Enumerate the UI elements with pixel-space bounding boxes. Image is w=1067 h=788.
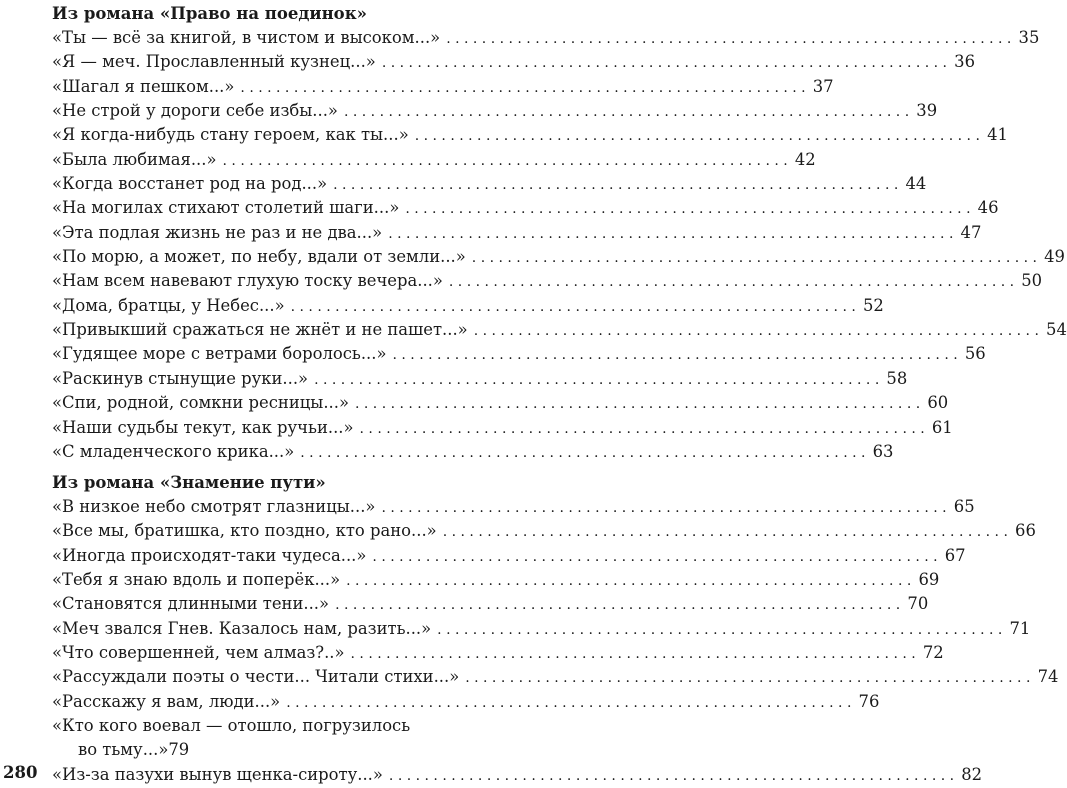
toc-entry (52, 269, 1043, 293)
toc-section-1 (52, 2, 1067, 464)
entry-page-number: 70 (907, 594, 929, 614)
leader-dots (446, 27, 1011, 51)
leader-dots (351, 642, 916, 666)
entry-page-number: 37 (812, 76, 834, 96)
entry-page-number: 63 (872, 441, 894, 461)
toc-entry (52, 519, 1036, 543)
toc-entry (52, 617, 1031, 641)
leader-dots (300, 441, 865, 465)
entry-page-number: 56 (964, 344, 986, 364)
leader-dots (333, 173, 898, 197)
toc-entry (52, 690, 880, 714)
entry-page-number: 35 (1018, 28, 1040, 47)
entry-title: «Наши судьбы текут, как ручьи...» (52, 417, 354, 437)
leader-dots (355, 392, 920, 416)
entry-page-number: 79 (168, 740, 190, 760)
toc-entry (52, 196, 999, 220)
entry-title: «Все мы, братишка, кто поздно, кто рано...» (52, 521, 437, 541)
toc-entry (52, 99, 938, 123)
entry-page-number: 76 (858, 691, 880, 711)
entry-title: «Раскинув стынущие руки...» (52, 368, 309, 388)
entry-page-number: 58 (886, 368, 908, 388)
toc-section-2 (52, 471, 1059, 787)
entry-title: «Когда восстанет род на род...» (52, 174, 328, 194)
leader-dots (381, 496, 946, 520)
toc-entry (52, 26, 1040, 50)
toc-entry (52, 221, 982, 245)
entry-title: «Я когда-нибудь стану героем, как ты...» (52, 125, 409, 145)
toc-entry (52, 665, 1059, 689)
leader-dots (472, 246, 1037, 270)
leader-dots (286, 691, 851, 715)
entry-title: «Кто кого воевал — отошло, погрузилось (52, 716, 411, 736)
entry-title: «Из-за пазухи вынув щенка-сироту...» (52, 764, 383, 784)
section-heading: Из романа «Право на поединок» (52, 4, 367, 23)
toc-entry (52, 172, 927, 196)
entry-title: «Эта подлая жизнь не раз и не два...» (52, 222, 383, 242)
leader-dots (393, 343, 958, 367)
entry-title: «Становятся длинными тени...» (52, 594, 330, 614)
entry-title: «Спи, родной, сомкни ресницы...» (52, 393, 349, 413)
entry-page-number: 41 (987, 125, 1008, 145)
entry-title: «В низкое небо смотрят глазницы...» (52, 497, 376, 516)
leader-dots (372, 545, 937, 569)
leader-dots (437, 618, 1002, 642)
leader-dots (240, 76, 805, 100)
entry-title-continued: во тьму...» (78, 740, 169, 760)
entry-title: «Не строй у дороги себе избы...» (52, 101, 338, 121)
toc-entry (52, 123, 1008, 147)
toc-entry (52, 641, 944, 665)
leader-dots (360, 417, 925, 441)
leader-dots (389, 764, 954, 788)
entry-page-number: 42 (794, 149, 816, 169)
entry-page-number: 49 (1044, 247, 1065, 267)
leader-dots (344, 100, 909, 124)
page-number: 280 (3, 763, 38, 782)
section-heading: Из романа «Знамение пути» (52, 473, 326, 492)
entry-title: «Была любимая...» (52, 149, 217, 169)
entry-page-number: 52 (862, 295, 884, 315)
entry-page-number: 61 (931, 417, 953, 437)
entry-page-number: 47 (960, 222, 982, 242)
leader-dots (415, 124, 980, 148)
entry-title: «Что совершенней, чем алмаз?..» (52, 643, 345, 663)
toc-entry (52, 50, 976, 74)
entry-page-number: 39 (916, 101, 938, 121)
leader-dots (405, 197, 970, 221)
entry-page-number: 71 (1009, 618, 1031, 638)
toc-entry (52, 148, 816, 172)
toc-entry (52, 495, 975, 519)
entry-page-number: 44 (905, 174, 927, 194)
toc-entry (52, 440, 894, 464)
toc-entry (52, 318, 1067, 342)
entry-title: «Гудящее море с ветрами боролось...» (52, 344, 387, 364)
entry-title: «Шагал я пешком...» (52, 76, 235, 96)
leader-dots (465, 666, 1030, 690)
toc-entry (52, 714, 530, 763)
leader-dots (346, 569, 911, 593)
entry-title: «По морю, а может, по небу, вдали от земли...» (52, 247, 466, 267)
entry-title: «Я — меч. Прославленный кузнец...» (52, 52, 376, 72)
leader-dots (443, 520, 1008, 544)
entry-page-number: 74 (1037, 667, 1059, 687)
leader-dots (474, 319, 1039, 343)
toc-entry (52, 544, 966, 568)
leader-dots (335, 593, 900, 617)
toc-entry (52, 342, 986, 366)
entry-title: «Ты — всё за книгой, в чистом и высоком...» (52, 28, 441, 47)
toc-entry (52, 294, 884, 318)
entry-title: «С младенческого крика...» (52, 441, 295, 461)
leader-dots (223, 149, 788, 173)
entry-title: «Расскажу я вам, люди...» (52, 691, 281, 711)
entry-title: «Нам всем навевают глухую тоску вечера...» (52, 271, 443, 291)
toc-entry (52, 568, 940, 592)
entry-title: «Тебя я знаю вдоль и поперёк...» (52, 570, 341, 590)
toc-entry (52, 391, 949, 415)
entry-title: «Рассуждали поэты о чести... Читали стихи...» (52, 667, 460, 687)
toc-entry (52, 75, 834, 99)
toc-entry (52, 592, 929, 616)
entry-title: «Дома, братцы, у Небес...» (52, 295, 285, 315)
leader-dots (314, 368, 879, 392)
leader-dots (382, 51, 947, 75)
toc-entry (52, 416, 953, 440)
entry-page-number: 50 (1021, 271, 1043, 291)
entry-title: «Меч звался Гнев. Казалось нам, разить...» (52, 618, 432, 638)
entry-page-number: 72 (922, 643, 944, 663)
entry-page-number: 36 (954, 52, 976, 72)
toc-entry (52, 245, 1065, 269)
entry-page-number: 69 (918, 570, 940, 590)
leader-dots (291, 295, 856, 319)
leader-dots (449, 270, 1014, 294)
leader-dots (388, 222, 953, 246)
entry-page-number: 65 (953, 497, 975, 516)
toc-entry (52, 763, 983, 787)
entry-page-number: 46 (977, 198, 999, 218)
entry-page-number: 67 (944, 545, 966, 565)
entry-title: «Иногда происходят-таки чудеса...» (52, 545, 367, 565)
entry-page-number: 60 (927, 393, 949, 413)
entry-title: «На могилах стихают столетий шаги...» (52, 198, 400, 218)
entry-page-number: 54 (1046, 320, 1067, 340)
toc-entry (52, 367, 908, 391)
entry-title: «Привыкший сражаться не жнёт и не пашет...» (52, 320, 468, 340)
entry-page-number: 82 (961, 764, 983, 784)
entry-page-number: 66 (1015, 521, 1036, 541)
